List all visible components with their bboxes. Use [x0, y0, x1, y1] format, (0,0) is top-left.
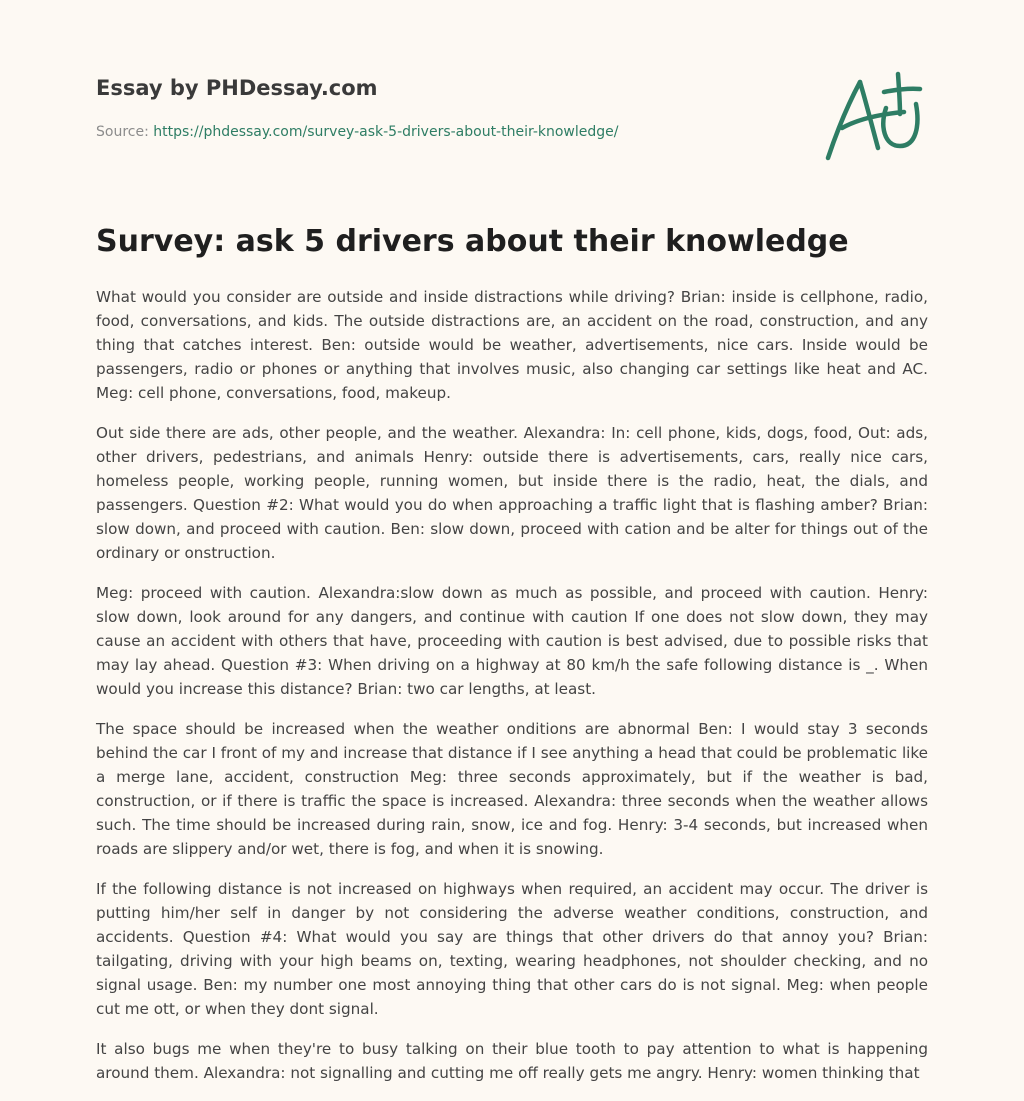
source-link[interactable]: https://phdessay.com/survey-ask-5-drivers-about-their-knowledge/ — [153, 124, 619, 140]
paragraph: What would you consider are outside and inside distractions while driving? Brian: inside is cellphone, radio, food, conversations, and kids. The outside distractions are, an accident on the road, construction, and any thing that catches interest. Ben: outside would be weather, advertisements, nice cars. Inside would be passengers, radio or phones or anything that involves music, also changing car settings like heat and AC. Meg: cell phone, conversations, food, makeup. — [96, 288, 928, 402]
source-label: Source: — [96, 124, 149, 140]
page-header — [96, 0, 928, 200]
a-plus-logo-icon — [820, 62, 930, 170]
source-line — [96, 124, 619, 140]
paragraph: Meg: proceed with caution. Alexandra:slow down as much as possible, and proceed with caution. Henry: slow down, look around for any dangers, and continue with caution If one does not slow down, they may cause an accident with others that have, proceeding with caution is best advised, due to possible risks that may lay ahead. Question #3: When driving on a highway at 80 km/h the safe following distance is _. When would you increase this distance? Brian: two car lengths, at least. — [96, 584, 928, 698]
essay-body — [96, 285, 928, 1101]
paragraph: If the following distance is not increased on highways when required, an accident may occur. The driver is putting him/her self in danger by not considering the adverse weather conditions, construction, and accidents. Question #4: What would you say are things that other drivers do that annoy you? Brian: tailgating, driving with your high beams on, texting, wearing headphones, not shoulder checking, and no signal usage. Ben: my number one most annoying thing that other cars do is not signal. Meg: when people cut me ott, or when they dont signal. — [96, 880, 928, 1018]
paragraph: The space should be increased when the weather onditions are abnormal Ben: I would stay 3 seconds behind the car I front of my and increase that distance if I see anything a head that could be problematic like a merge lane, accident, construction Meg: three seconds approximately, but if the weather is bad, construction, or if there is traffic the space is increased. Alexandra: three seconds when the weather allows such. The time should be increased during rain, snow, ice and fog. Henry: 3-4 seconds, but increased when roads are slippery and/or wet, there is fog, and when it is snowing. — [96, 720, 928, 858]
paragraph: It also bugs me when they're to busy talking on their blue tooth to pay attention to what is happening around them. Alexandra: not signalling and cutting me off really gets me angry. Henry: women thinking that — [96, 1040, 928, 1082]
document-title: Survey: ask 5 drivers about their knowledge — [96, 224, 849, 259]
paragraph: Out side there are ads, other people, and the weather. Alexandra: In: cell phone, kids, dogs, food, Out: ads, other drivers, pedestrians, and animals Henry: outside there is advertisements, cars, really nice cars, homeless people, working people, running women, but inside there is the radio, heat, the dials, and passengers. Question #2: What would you do when approaching a traffic light that is flashing amber? Brian: slow down, and proceed with caution. Ben: slow down, proceed with cation and be alter for things out of the ordinary or onstruction. — [96, 424, 928, 562]
site-title: Essay by PHDessay.com — [96, 76, 378, 100]
